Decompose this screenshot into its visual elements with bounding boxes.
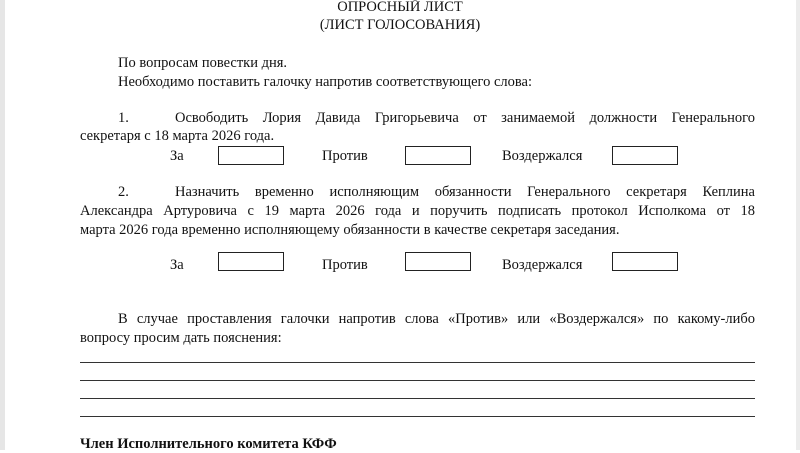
item-1-abstain-label: Воздержался: [502, 148, 583, 164]
item-2-line-1: Назначить временно исполняющим обязанности Генерального секретаря Кеплина: [175, 184, 755, 200]
note-line-1: В случае проставления галочки напротив слова «Против» или «Воздержался» по какому-либо: [118, 311, 755, 327]
item-2-for-checkbox[interactable]: [218, 252, 284, 271]
item-1-for-label: За: [170, 148, 184, 164]
item-1-line-1: Освободить Лория Давида Григорьевича от занимаемой должности Генерального: [175, 110, 755, 126]
item-2-abstain-label: Воздержался: [502, 257, 583, 273]
item-2-for-label: За: [170, 257, 184, 273]
item-1-line-2: секретаря с 18 марта 2026 года.: [80, 128, 275, 144]
intro-line-1: По вопросам повестки дня.: [118, 55, 288, 71]
signature-label: Член Исполнительного комитета КФФ: [80, 436, 337, 452]
item-2-number: 2.: [118, 184, 129, 200]
form-subtitle: (ЛИСТ ГОЛОСОВАНИЯ): [319, 17, 481, 33]
item-1-against-label: Против: [322, 148, 368, 164]
note-line-2: вопросу просим дать пояснения:: [80, 330, 282, 346]
explanation-line-1[interactable]: [80, 362, 755, 363]
intro-line-2: Необходимо поставить галочку напротив соответствующего слова:: [118, 74, 533, 90]
form-title: ОПРОСНЫЙ ЛИСТ: [337, 0, 463, 15]
item-2-against-label: Против: [322, 257, 368, 273]
explanation-line-4[interactable]: [80, 416, 755, 417]
item-2-line-2: Александра Артуровича с 19 марта 2026 года и поручить подписать протокол Исполкома от 18: [80, 203, 755, 219]
page-left-edge: [0, 0, 5, 450]
item-1-for-checkbox[interactable]: [218, 146, 284, 165]
item-2-abstain-checkbox[interactable]: [612, 252, 678, 271]
item-1-number: 1.: [118, 110, 129, 126]
item-1-abstain-checkbox[interactable]: [612, 146, 678, 165]
item-1-against-checkbox[interactable]: [405, 146, 471, 165]
page-right-edge: [796, 0, 800, 450]
explanation-line-3[interactable]: [80, 398, 755, 399]
item-2-line-3: марта 2026 года временно исполняющему обязанности в качестве секретаря заседания.: [80, 222, 620, 238]
item-2-against-checkbox[interactable]: [405, 252, 471, 271]
explanation-line-2[interactable]: [80, 380, 755, 381]
